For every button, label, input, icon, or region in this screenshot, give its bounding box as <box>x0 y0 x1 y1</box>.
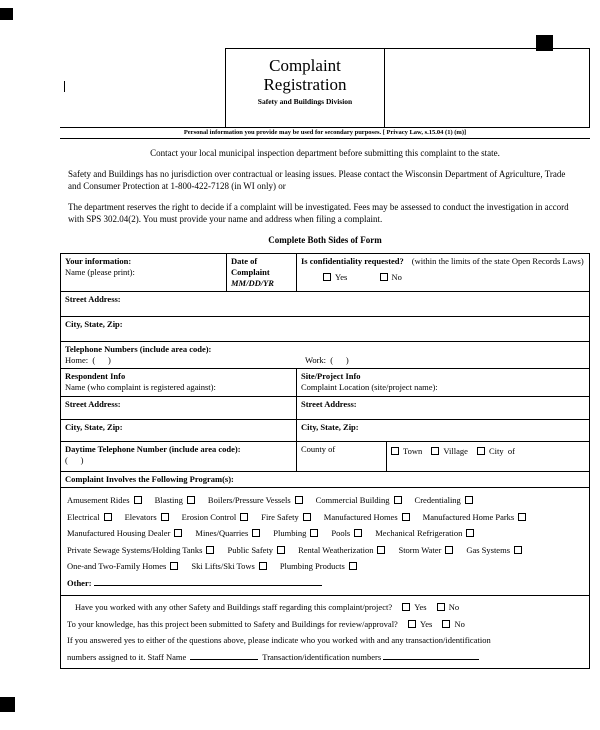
date-of-complaint-cell <box>226 254 296 291</box>
your-information-cell <box>61 254 226 291</box>
daytime-phone-label: Daytime Telephone Number (include area code): <box>65 444 241 454</box>
checkbox[interactable] <box>240 513 248 521</box>
checkbox[interactable] <box>174 529 182 537</box>
confidentiality-note: (within the limits of the state Open Records Laws) <box>411 256 584 266</box>
program-option <box>466 545 522 555</box>
checkbox[interactable] <box>466 529 474 537</box>
q2-no-option <box>442 619 464 629</box>
program-option <box>298 545 385 555</box>
row-programs-header <box>61 471 589 487</box>
checkbox[interactable] <box>170 562 178 570</box>
checkbox[interactable] <box>349 562 357 570</box>
row-street-address-2 <box>61 396 589 419</box>
checkbox[interactable] <box>391 447 399 455</box>
program-label: Blasting <box>154 495 183 505</box>
city-of-option <box>477 446 515 456</box>
row-your-information <box>61 254 589 291</box>
telephone-numbers-cell <box>61 342 589 368</box>
program-label: Fire Safety <box>261 511 299 522</box>
city-state-zip-label: City, State, Zip: <box>65 319 123 329</box>
city-of-label: City of <box>489 446 515 456</box>
program-option <box>67 528 182 538</box>
city-state-zip-cell <box>61 317 589 341</box>
village-label: Village <box>443 446 468 456</box>
program-option <box>280 561 357 571</box>
row-telephone-numbers <box>61 341 589 368</box>
confidentiality-question-line <box>301 256 585 267</box>
daytime-phone-paren: ( ) <box>65 455 84 465</box>
corner-mark-top-left <box>0 8 13 20</box>
stray-mark <box>64 81 65 92</box>
question-2-text: To your knowledge, has this project been submitted to Safety and Buildings for review/approval? <box>67 618 398 629</box>
row-city-state-zip-2 <box>61 419 589 441</box>
checkbox[interactable] <box>431 447 439 455</box>
transaction-numbers-blank-line <box>383 651 479 660</box>
q1-yes-option <box>402 602 426 612</box>
county-of-label: County of <box>301 444 336 454</box>
privacy-notice: Personal information you provide may be used for secondary purposes. [ Privacy Law, s.15.04 (1) (m)] <box>183 129 467 136</box>
checkbox[interactable] <box>252 529 260 537</box>
question-3-line-2 <box>67 649 583 666</box>
complaint-location-label: Complaint Location (site/project name): <box>301 382 438 392</box>
confidentiality-question: Is confidentiality requested? <box>301 256 404 266</box>
q1-no-option <box>437 602 459 612</box>
program-label: Amusement Rides <box>67 495 130 505</box>
checkbox[interactable] <box>380 273 388 281</box>
street-address-label: Street Address: <box>301 399 357 409</box>
telephone-line <box>65 355 585 366</box>
telephone-numbers-label: Telephone Numbers (include area code): <box>65 344 212 354</box>
program-line <box>67 492 583 509</box>
program-label: Mechanical Refrigeration <box>375 528 463 538</box>
form-title-line1: Complaint <box>269 56 341 75</box>
home-phone-label: Home: ( ) <box>65 355 111 365</box>
program-label: Public Safety <box>227 544 274 555</box>
program-option <box>208 495 303 505</box>
program-option <box>261 512 311 522</box>
respondent-name-label: Name (who complaint is registered against): <box>65 382 216 392</box>
checkbox[interactable] <box>437 603 445 611</box>
program-option <box>227 545 285 555</box>
program-label: Credentialing <box>414 495 461 505</box>
program-line <box>67 509 583 526</box>
checkbox[interactable] <box>206 546 214 554</box>
row-daytime-phone-county <box>61 441 589 471</box>
checkbox[interactable] <box>518 513 526 521</box>
yes-label: Yes <box>414 602 427 612</box>
yes-label: Yes <box>335 272 348 282</box>
program-label: Electrical <box>67 511 100 522</box>
program-label: Rental Weatherization <box>298 544 374 555</box>
program-label: Plumbing <box>273 528 307 538</box>
town-label: Town <box>403 446 423 456</box>
name-print-label: Name (please print): <box>65 267 135 277</box>
town-option <box>391 446 422 456</box>
program-option <box>316 495 402 505</box>
site-city-state-zip-cell <box>296 420 589 441</box>
confidentiality-cell <box>296 254 589 291</box>
your-information-label: Your information: <box>65 256 132 266</box>
program-label: Private Sewage Systems/Holding Tanks <box>67 544 203 555</box>
daytime-phone-cell <box>61 442 296 471</box>
program-label: Mines/Quarries <box>195 528 249 538</box>
program-rows <box>67 492 583 575</box>
street-address-cell <box>61 292 589 316</box>
staff-name-blank-line <box>190 651 258 660</box>
program-label: Manufactured Home Parks <box>422 511 515 522</box>
jurisdiction-note: Safety and Buildings has no jurisdiction over contractual or leasing issues. Please contact the Wisconsin Department of Agriculture, Trade and Consumer Protection at 1-800-422-7128 (in WI only) or <box>68 169 566 191</box>
county-cell <box>296 442 386 471</box>
header-left-cell <box>60 48 225 127</box>
header-title-cell <box>225 48 385 127</box>
checkbox[interactable] <box>402 513 410 521</box>
programs-header-cell <box>61 472 589 487</box>
yes-label: Yes <box>419 618 433 629</box>
site-project-info-label: Site/Project Info <box>301 371 361 381</box>
program-option <box>67 495 142 505</box>
checkbox[interactable] <box>402 603 410 611</box>
program-label: Manufactured Homes <box>323 511 398 522</box>
form-header <box>60 48 590 128</box>
document-body <box>60 48 590 669</box>
checkbox[interactable] <box>442 620 450 628</box>
program-label: Boilers/Pressure Vessels <box>207 495 291 505</box>
form-title <box>226 56 384 94</box>
checkbox[interactable] <box>323 273 331 281</box>
programs-header-label: Complaint Involves the Following Program(s): <box>65 474 234 484</box>
site-street-address-cell <box>296 397 589 419</box>
checkbox[interactable] <box>303 513 311 521</box>
program-line <box>67 542 583 559</box>
checkbox[interactable] <box>465 496 473 504</box>
question-review-approval <box>67 616 583 633</box>
program-option <box>67 512 112 522</box>
program-option <box>182 512 249 522</box>
site-project-info-cell <box>296 369 589 396</box>
respondent-info-label: Respondent Info <box>65 371 126 381</box>
program-label: Ski Lifts/Ski Tows <box>191 561 255 571</box>
row-questions <box>61 595 589 668</box>
no-label: No <box>454 618 465 629</box>
checkbox[interactable] <box>514 546 522 554</box>
checkbox[interactable] <box>259 562 267 570</box>
checkbox[interactable] <box>377 546 385 554</box>
no-label: No <box>448 602 460 612</box>
confidentiality-no-option <box>380 272 402 282</box>
form-subtitle: Safety and Buildings Division <box>257 97 353 106</box>
checkbox[interactable] <box>187 496 195 504</box>
respondent-info-cell <box>61 369 296 396</box>
program-label: Commercial Building <box>315 495 390 505</box>
row-respondent-site <box>61 368 589 396</box>
program-option <box>195 528 260 538</box>
checkbox[interactable] <box>277 546 285 554</box>
program-option <box>324 512 410 522</box>
question-staff-worked <box>67 599 583 616</box>
checkbox[interactable] <box>477 447 485 455</box>
village-option <box>431 446 468 456</box>
program-option <box>375 528 474 538</box>
date-format-label: MM/DD/YR <box>231 278 274 288</box>
program-line <box>67 558 583 575</box>
municipality-cell <box>386 442 589 471</box>
checkbox[interactable] <box>394 496 402 504</box>
program-label: Erosion Control <box>181 511 237 522</box>
program-option <box>398 545 453 555</box>
complaint-form-table <box>60 253 590 669</box>
checkbox[interactable] <box>295 496 303 504</box>
program-option <box>273 528 318 538</box>
checkbox[interactable] <box>104 513 112 521</box>
program-label: Elevators <box>124 511 157 522</box>
program-label: Manufactured Housing Dealer <box>67 528 171 538</box>
other-program-line <box>67 575 583 592</box>
checkbox[interactable] <box>134 496 142 504</box>
row-street-address <box>61 291 589 316</box>
question-1-text: Have you worked with any other Safety and Buildings staff regarding this complaint/project? <box>75 602 393 612</box>
transaction-numbers-label: Transaction/identification numbers <box>262 651 382 662</box>
date-of-complaint-label: Date of Complaint <box>231 256 270 277</box>
program-label: Storm Water <box>398 544 442 555</box>
no-label: No <box>391 272 402 282</box>
other-label: Other: <box>67 577 92 588</box>
question-3-line-1: If you answered yes to either of the questions above, please indicate who you worked with and any transaction/identification <box>67 635 491 645</box>
form-title-line2: Registration <box>263 75 347 94</box>
staff-name-label: numbers assigned to it. Staff Name <box>67 651 187 662</box>
program-option <box>191 561 266 571</box>
checkbox[interactable] <box>310 529 318 537</box>
city-state-zip-label: City, State, Zip: <box>301 422 359 432</box>
city-state-zip-label: City, State, Zip: <box>65 422 123 432</box>
program-option <box>423 512 527 522</box>
respondent-street-address-cell <box>61 397 296 419</box>
program-option <box>415 495 473 505</box>
program-label: One-and Two-Family Homes <box>67 561 167 571</box>
program-option <box>67 561 178 571</box>
street-address-label: Street Address: <box>65 399 121 409</box>
program-line <box>67 525 583 542</box>
program-label: Plumbing Products <box>279 561 345 571</box>
program-label: Pools <box>331 528 351 538</box>
program-label: Gas Systems <box>466 544 510 555</box>
program-option <box>125 512 169 522</box>
checkbox[interactable] <box>408 620 416 628</box>
checkbox[interactable] <box>445 546 453 554</box>
department-rights-note: The department reserves the right to decide if a complaint will be investigated. Fees may be assessed to conduct the investigation in accord with SPS 302.04(2). You must provide your name and address when filing a complaint. <box>68 202 569 224</box>
confidentiality-options <box>301 272 585 283</box>
divider-line <box>60 138 590 139</box>
q2-yes-option <box>408 619 432 629</box>
other-blank-line <box>94 577 322 586</box>
program-option <box>331 528 362 538</box>
row-city-state-zip <box>61 316 589 341</box>
program-option <box>67 545 214 555</box>
row-programs-list <box>61 487 589 595</box>
program-option <box>155 495 195 505</box>
work-phone-label: Work: ( ) <box>304 355 349 365</box>
street-address-label: Street Address: <box>65 294 121 304</box>
confidentiality-yes-option <box>323 272 347 282</box>
checkbox[interactable] <box>161 513 169 521</box>
contact-note: Contact your local municipal inspection department before submitting this complaint to the state. <box>150 148 500 158</box>
complete-both-sides-note: Complete Both Sides of Form <box>268 235 382 245</box>
respondent-city-state-zip-cell <box>61 420 296 441</box>
checkbox[interactable] <box>354 529 362 537</box>
corner-mark-bottom-left <box>0 697 15 712</box>
header-right-cell <box>385 48 590 127</box>
